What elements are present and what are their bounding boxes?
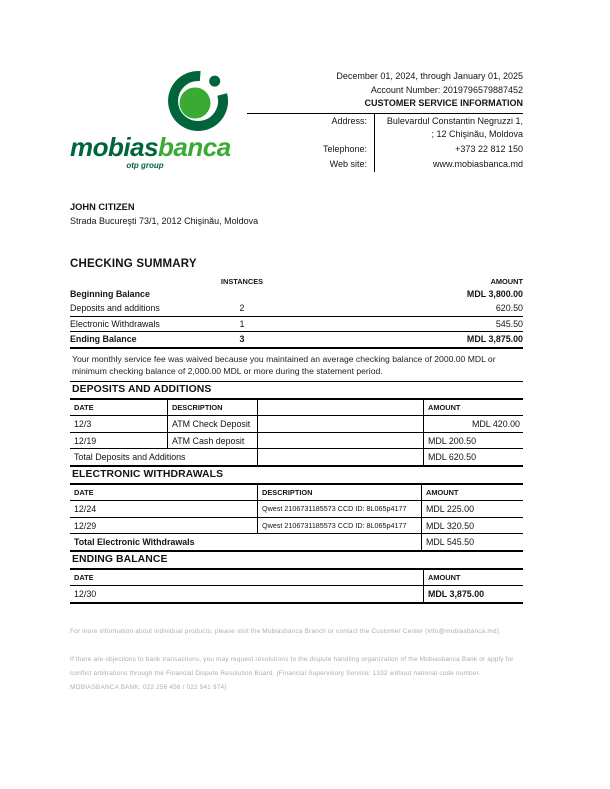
total-amount: MDL 620.50 — [428, 452, 477, 462]
customer-service-table — [247, 113, 523, 172]
transaction-date: 12/30 — [70, 586, 424, 602]
customer-block — [70, 200, 523, 228]
deposits-section-title: DEPOSITS AND ADDITIONS — [70, 381, 523, 400]
transaction-description: ATM Cash deposit — [168, 433, 258, 449]
total-amount: MDL 545.50 — [426, 537, 475, 547]
wordmark-banca: banca — [158, 132, 231, 162]
summary-row-deposits — [70, 301, 523, 317]
address-label: Address: — [247, 114, 375, 142]
website-value: www.mobiasbanca.md — [432, 158, 523, 169]
transaction-spacer — [258, 433, 424, 449]
website-label: Web site: — [247, 157, 375, 172]
transaction-amount: MDL 320.50 — [426, 520, 475, 531]
withdrawals-section-title: ELECTRONIC WITHDRAWALS — [70, 467, 523, 485]
deposit-transaction-row — [70, 433, 523, 450]
address-line-1: Bulevardul Constantin Negruzzi 1, — [386, 115, 523, 126]
date-column-header: DATE — [70, 570, 424, 586]
transaction-date: 12/24 — [70, 501, 258, 517]
summary-header-row — [70, 276, 523, 287]
wordmark-mobias: mobias — [70, 132, 159, 162]
service-fee-note: Your monthly service fee was waived because you maintained an average checking balance of 2000.00 MDL or minimum checking balance of 2,000.00 MDL or more during the statement period. — [72, 353, 496, 376]
transaction-amount: MDL 3,875.00 — [428, 589, 485, 599]
ending-balance-section-title: ENDING BALANCE — [70, 552, 523, 570]
withdrawal-transaction-row — [70, 518, 523, 535]
transaction-date: 12/3 — [70, 416, 168, 432]
date-column-header: DATE — [70, 400, 168, 416]
description-column-header: DESCRIPTION — [168, 400, 258, 416]
otp-group-label: otp group — [126, 161, 164, 170]
deposit-transaction-row — [70, 416, 523, 433]
bank-wordmark — [70, 134, 242, 161]
address-row — [247, 114, 523, 142]
checking-summary-title: CHECKING SUMMARY — [70, 257, 197, 270]
withdrawal-transaction-row — [70, 501, 523, 518]
transaction-amount: MDL 200.50 — [428, 435, 477, 446]
summary-row-label: Deposits and additions — [70, 303, 160, 313]
address-line-2: ; 12 Chişinău, Moldova — [431, 128, 523, 139]
footer-info-text: For more information about individual products, please visit the Mobiasbanca Branch or contact the Customer Center (info@mobiasbanca.md). — [70, 627, 502, 635]
instances-column-header: INSTANCES — [220, 276, 264, 286]
statement-header — [70, 70, 523, 172]
summary-row-label: Ending Balance — [70, 334, 137, 344]
summary-row-amount: MDL 3,800.00 — [466, 288, 523, 299]
withdrawals-column-headers — [70, 485, 523, 502]
spacer-column-header — [258, 400, 424, 416]
address-value — [375, 114, 523, 142]
transaction-amount: MDL 420.00 — [471, 419, 520, 429]
ending-balance-row — [70, 586, 523, 604]
account-number: Account Number: 2019796579887452 — [370, 84, 523, 95]
summary-row-amount: 620.50 — [495, 303, 523, 313]
summary-row-withdrawals — [70, 317, 523, 333]
transaction-date: 12/29 — [70, 518, 258, 534]
transaction-description: Qwest 2106731185573 CCD ID: 8L065p4177 — [258, 501, 422, 517]
summary-row-amount: 545.50 — [495, 318, 523, 329]
summary-row-label: Electronic Withdrawals — [70, 318, 160, 329]
total-label: Total Deposits and Additions — [70, 449, 258, 465]
amount-column-header: AMOUNT — [426, 487, 459, 497]
transaction-description: Qwest 2106731185573 CCD ID: 8L065p4177 — [258, 518, 422, 534]
customer-name: JOHN CITIZEN — [70, 201, 135, 212]
amount-column-header: AMOUNT — [428, 402, 461, 412]
transaction-description: ATM Check Deposit — [168, 416, 258, 432]
summary-row-instances: 2 — [239, 303, 245, 313]
transaction-spacer — [258, 416, 424, 432]
customer-service-title: CUSTOMER SERVICE INFORMATION — [364, 98, 523, 108]
statement-period: December 01, 2024, through January 01, 2025 — [336, 71, 523, 81]
summary-row-label: Beginning Balance — [70, 288, 150, 299]
description-column-header: DESCRIPTION — [258, 485, 422, 501]
bank-logo — [70, 70, 242, 172]
telephone-value: +373 22 812 150 — [455, 143, 523, 154]
summary-row-instances — [192, 289, 292, 299]
transaction-amount: MDL 225.00 — [426, 504, 475, 514]
amount-column-header: AMOUNT — [428, 572, 461, 582]
customer-address: Strada Bucureşti 73/1, 2012 Chişinău, Moldova — [70, 215, 259, 226]
footer-disputes-text: If there are objections to bank transactions, you may request resolutions to the dispute handling organization of the Mobiasbanca Bank or apply for conflict arbitrations through the Financial Dispute Resolution Board. (Financial Supervisory Service: 1332 without national code number. MOBIASBANCA BANK: 022 256 456 / 022 541 974) — [70, 655, 514, 691]
deposits-column-headers — [70, 400, 523, 417]
total-label: Total Electronic Withdrawals — [70, 534, 422, 550]
date-column-header: DATE — [70, 485, 258, 501]
summary-row-beginning-balance — [70, 287, 523, 302]
deposits-total-row — [70, 449, 523, 467]
ending-balance-column-headers — [70, 570, 523, 587]
bank-statement-page — [70, 0, 523, 695]
withdrawals-total-row — [70, 534, 523, 552]
summary-row-ending-balance — [70, 332, 523, 349]
telephone-row — [247, 142, 523, 157]
transaction-date: 12/19 — [70, 433, 168, 449]
summary-label-column-header — [70, 277, 192, 286]
website-row — [247, 157, 523, 172]
telephone-label: Telephone: — [247, 142, 375, 157]
summary-row-instances: 1 — [239, 318, 245, 329]
summary-row-instances: 3 — [239, 334, 245, 344]
amount-column-header: AMOUNT — [490, 276, 523, 286]
summary-row-amount: MDL 3,875.00 — [466, 334, 523, 344]
total-spacer — [258, 449, 424, 465]
customer-service-info — [247, 70, 523, 172]
